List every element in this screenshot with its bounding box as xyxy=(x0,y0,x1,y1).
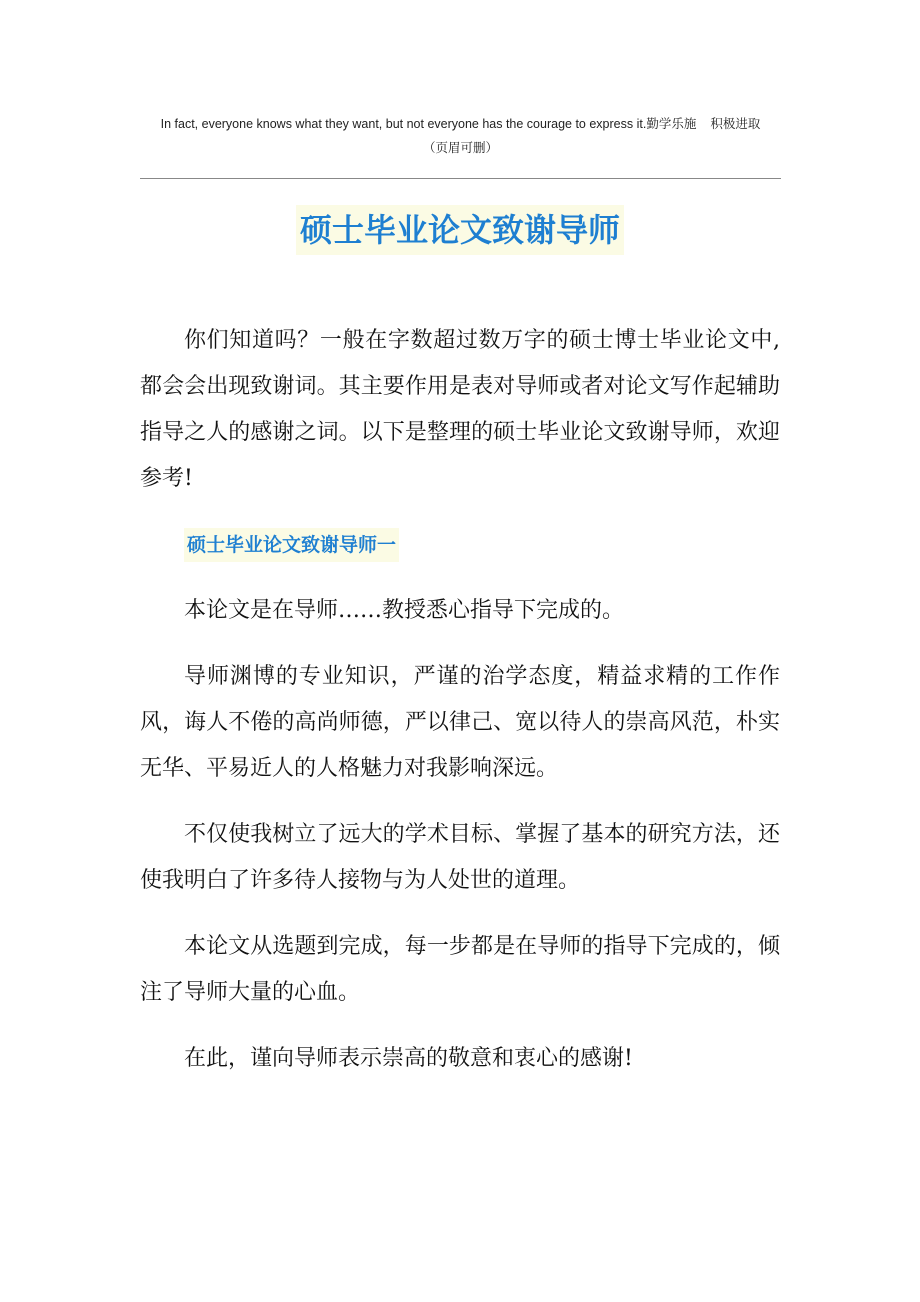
header-divider xyxy=(140,178,781,179)
document-body xyxy=(140,318,780,1102)
paragraph-2: 导师渊博的专业知识，严谨的治学态度，精益求精的工作作风，诲人不倦的高尚师德，严以律己、宽以待人的崇高风范，朴实无华、平易近人的人格魅力对我影响深远。 xyxy=(140,664,780,781)
paragraph-3: 不仅使我树立了远大的学术目标、掌握了基本的研究方法，还使我明白了许多待人接物与为人处世的道理。 xyxy=(140,822,780,893)
page-header xyxy=(140,112,781,160)
paragraph-5: 在此，谨向导师表示崇高的敬意和衷心的感谢! xyxy=(184,1046,633,1071)
paragraph-4: 本论文从选题到完成，每一步都是在导师的指导下完成的，倾注了导师大量的心血。 xyxy=(140,934,780,1005)
header-line xyxy=(140,112,781,136)
section-subheading: 硕士毕业论文致谢导师一 xyxy=(184,528,399,562)
document-title: 硕士毕业论文致谢导师 xyxy=(296,205,624,255)
header-motto-1: 勤学乐施 xyxy=(646,117,697,131)
title-block xyxy=(0,205,920,255)
header-motto-2: 积极进取 xyxy=(710,117,761,131)
header-note: （页眉可删） xyxy=(422,141,498,155)
subheading-block xyxy=(140,522,780,568)
header-english-text: In fact, everyone knows what they want, but not everyone has the courage to express it. xyxy=(160,117,647,131)
intro-paragraph: 你们知道吗？一般在字数超过数万字的硕士博士毕业论文中,都会会出现致谢词。其主要作用是表对导师或者对论文写作起辅助指导之人的感谢之词。以下是整理的硕士毕业论文致谢导师，欢迎参考! xyxy=(140,328,780,491)
paragraph-1: 本论文是在导师……教授悉心指导下完成的。 xyxy=(184,598,625,623)
